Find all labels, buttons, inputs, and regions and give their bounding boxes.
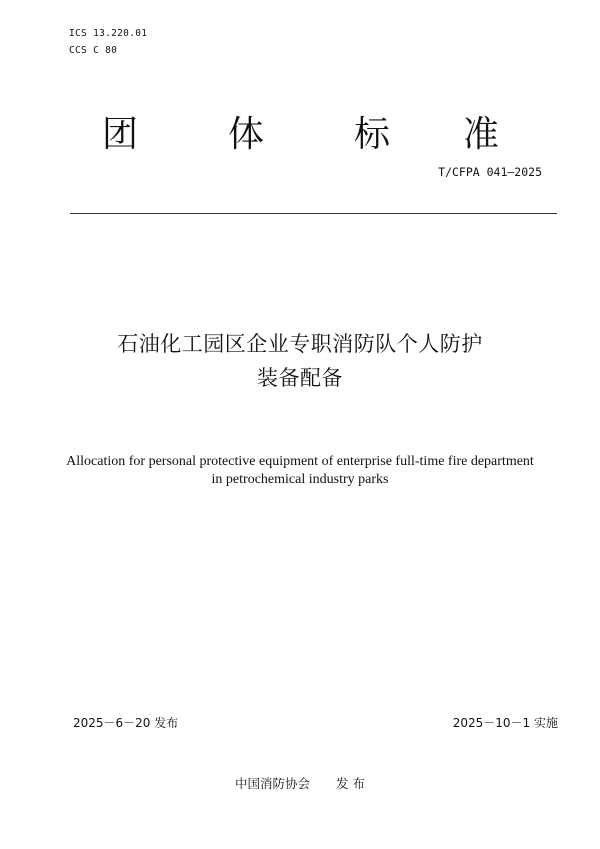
english-title-line-2: in petrochemical industry parks [211, 472, 389, 487]
publisher-name: 中国消防协会 [235, 776, 311, 791]
standard-number: T/CFPA 041—2025 [438, 165, 542, 179]
chinese-title-line-1: 石油化工园区企业专职消防队个人防护 [117, 332, 483, 356]
header-divider [70, 213, 557, 214]
standard-type-char: 体 [228, 114, 265, 155]
publisher-action: 发 布 [336, 776, 365, 791]
standard-type-char: 准 [463, 114, 500, 155]
publisher-line [0, 776, 600, 792]
implementation-date: 2025－10－1 实施 [452, 716, 558, 730]
ics-code: ICS 13.220.01 [69, 28, 148, 39]
chinese-title-line-2: 装备配备 [257, 366, 343, 390]
standard-type-char: 标 [354, 114, 391, 155]
issue-date: 2025－6－20 发布 [73, 716, 179, 730]
standard-type-char: 团 [102, 114, 139, 155]
ccs-code: CCS C 80 [69, 45, 118, 56]
english-title-line-1: Allocation for personal protective equipment of enterprise full-time fire department [66, 454, 534, 469]
